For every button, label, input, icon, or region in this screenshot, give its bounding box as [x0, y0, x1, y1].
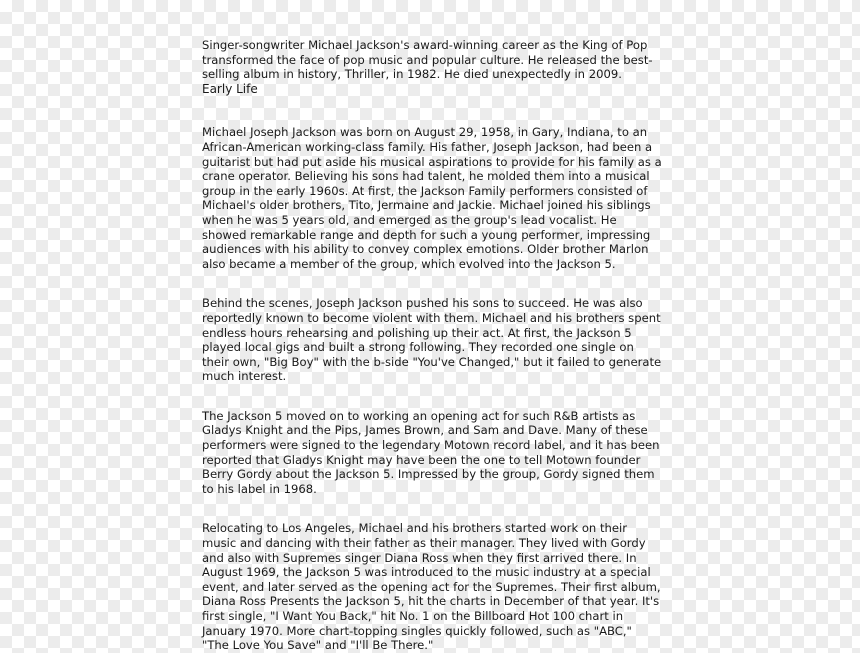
paragraph-early-life-3: The Jackson 5 moved on to working an opening act for such R&B artists as Gladys Knight and the Pips, James Brown, and Sam and Dave. Many of these performers were signed to the legendary Motown record label, and it has been reported that Gladys Knight may have been the one to tell Motown founder Berry Gordy about the Jackson 5. Impressed by the group, Gordy signed them to his label in 1968.	[202, 408, 660, 496]
article-body	[202, 38, 662, 653]
paragraph-early-life-4: Relocating to Los Angeles, Michael and his brothers started work on their music and dancing with their father as their manager. They lived with Gordy and also with Supremes singer Diana Ross when they first arrived there. In August 1969, the Jackson 5 was introduced to the music industry at a special event, and later served as the opening act for the Supremes. Their first album, Diana Ross Presents the Jackson 5, hit the charts in December of that year. It's first single, "I Want You Back," hit No. 1 on the Billboard Hot 100 chart in January 1970. More chart-topping singles quickly followed, such as "ABC," "The Love You Save" and "I'll Be There."	[202, 521, 661, 653]
paragraph-early-life-1: Michael Joseph Jackson was born on August 29, 1958, in Gary, Indiana, to an African-American working-class family. His father, Joseph Jackson, had been a guitarist but had put aside his musical aspirations to provide for his family as a crane operator. Believing his sons had talent, he molded them into a musical group in the early 1960s. At first, the Jackson Family performers consisted of Michael's older brothers, Tito, Jermaine and Jackie. Michael joined his siblings when he was 5 years old, and emerged as the group's lead vocalist. He showed remarkable range and depth for such a young performer, impressing audiences with his ability to convey complex emotions. Older brother Marlon also became a member of the group, which evolved into the Jackson 5.	[202, 125, 662, 271]
section-heading: Early Life	[202, 81, 258, 96]
paragraph-early-life-2: Behind the scenes, Joseph Jackson pushed his sons to succeed. He was also reportedly known to become violent with them. Michael and his brothers spent endless hours rehearsing and polishing up their act. At first, the Jackson 5 played local gigs and built a strong following. They recorded one single on their own, "Big Boy" with the b-side "You've Changed," but it failed to generate much interest.	[202, 296, 662, 384]
intro-paragraph: Singer-songwriter Michael Jackson's award-winning career as the King of Pop transformed the face of pop music and popular culture. He released the best-selling album in history, Thriller, in 1982. He died unexpectedly in 2009.	[202, 38, 653, 82]
